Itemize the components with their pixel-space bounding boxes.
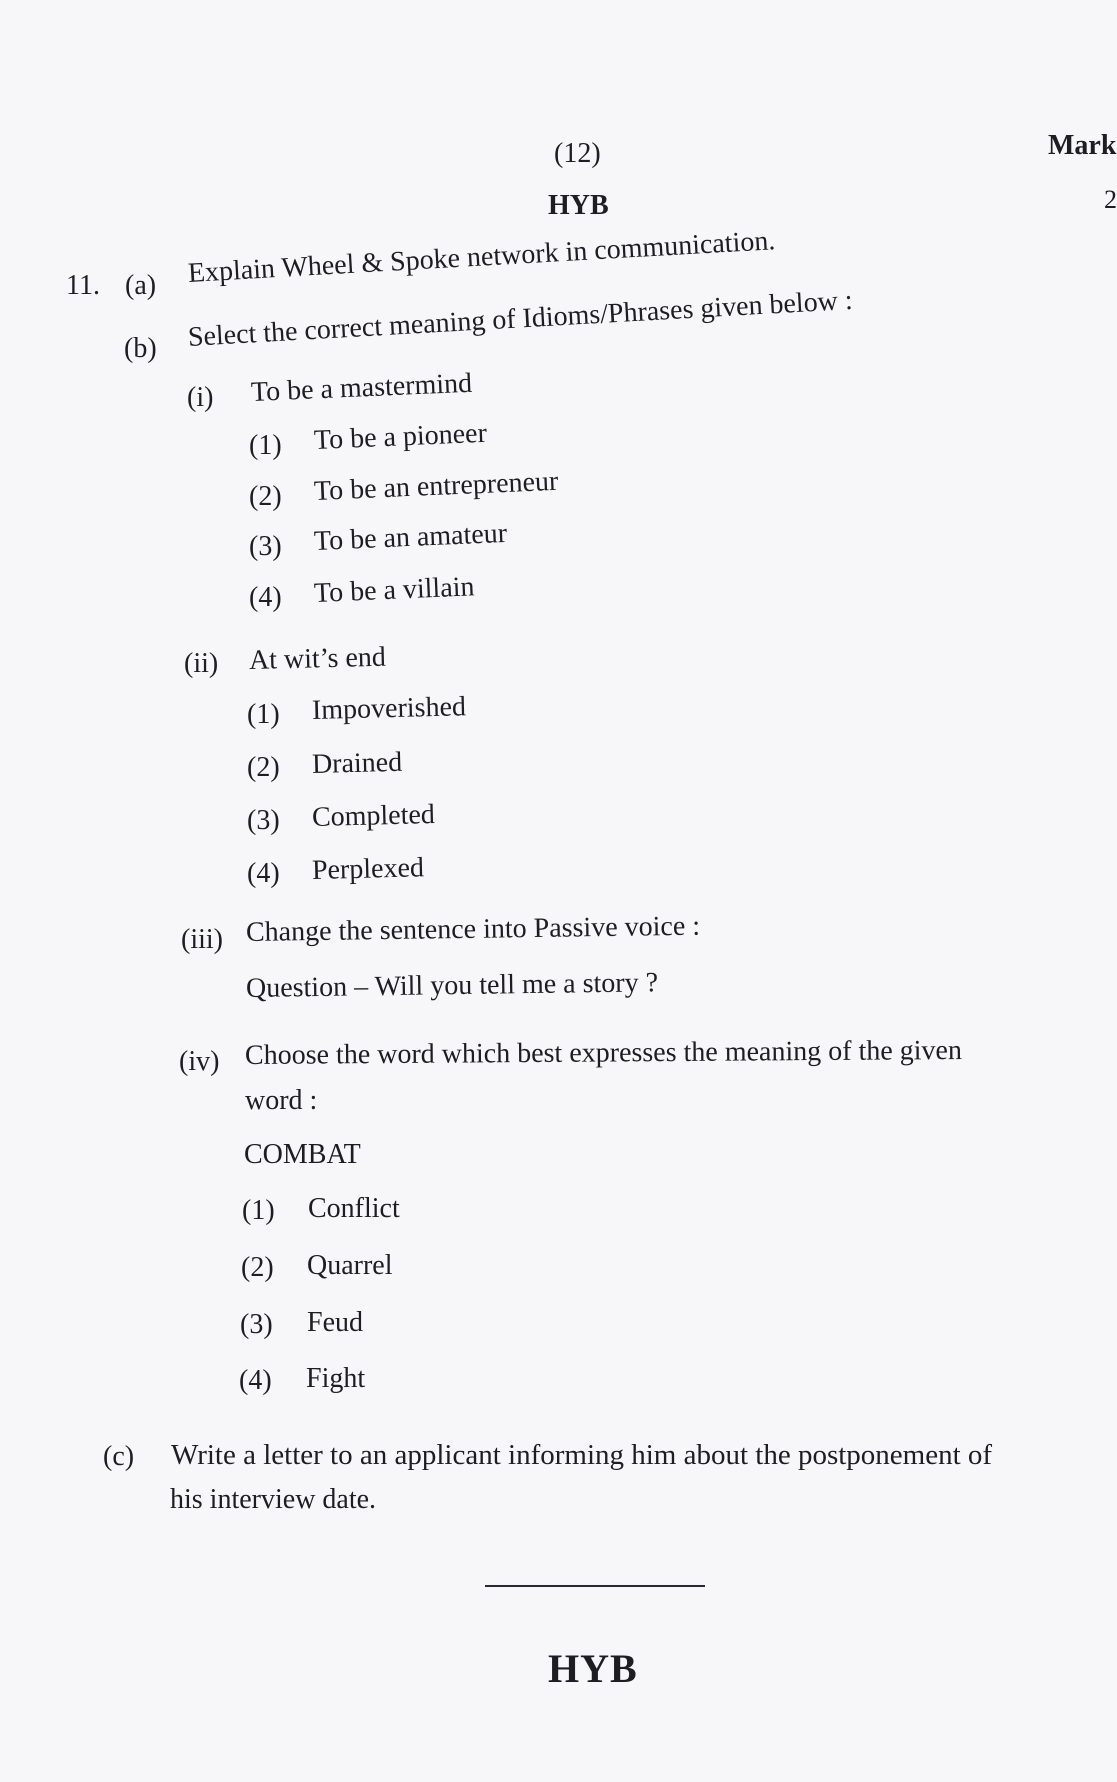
part-b-text: Select the correct meaning of Idioms/Phrases given below : — [187, 284, 854, 353]
marks-label: Mark — [1048, 130, 1117, 161]
option-num: (3) — [240, 1309, 273, 1340]
sub-iii-question: Question – Will you tell me a story ? — [245, 967, 659, 1004]
given-word: COMBAT — [244, 1139, 361, 1170]
sub-iv-text: Choose the word which best expresses the meaning of the given — [244, 1034, 963, 1071]
option-num: (1) — [247, 699, 280, 730]
option-num: (4) — [239, 1365, 272, 1396]
part-c-text-cont: his interview date. — [170, 1484, 377, 1515]
option-text: Feud — [307, 1307, 363, 1338]
sub-iii-text: Change the sentence into Passive voice : — [245, 910, 701, 948]
part-a-text: Explain Wheel & Spoke network in communication. — [187, 225, 777, 289]
option-text: To be a villain — [313, 571, 476, 609]
option-text: To be an amateur — [313, 517, 508, 557]
sub-ii-text: At wit’s end — [248, 641, 387, 676]
sub-i-text: To be a mastermind — [250, 367, 473, 408]
option-text: Drained — [311, 746, 403, 780]
option-text: To be an entrepreneur — [313, 465, 559, 507]
option-num: (3) — [249, 531, 282, 562]
option-num: (2) — [249, 481, 282, 512]
option-text: To be a pioneer — [313, 417, 488, 456]
part-a-label: (a) — [125, 270, 157, 301]
sub-iii-label: (iii) — [181, 924, 223, 955]
sub-i-label: (i) — [187, 382, 214, 413]
paper-code: HYB — [548, 190, 609, 221]
option-num: (1) — [242, 1195, 275, 1226]
sub-ii-label: (ii) — [184, 648, 219, 679]
part-c-label: (c) — [103, 1441, 135, 1472]
option-text: Completed — [311, 799, 436, 833]
option-text: Conflict — [308, 1193, 400, 1224]
part-b-label: (b) — [124, 333, 157, 364]
sub-iv-label: (iv) — [179, 1046, 220, 1077]
separator-rule — [485, 1585, 705, 1587]
option-num: (4) — [249, 582, 282, 613]
footer-code: HYB — [548, 1646, 638, 1691]
option-text: Impoverished — [311, 691, 467, 726]
option-text: Perplexed — [311, 852, 425, 886]
question-number: 11. — [66, 270, 100, 301]
marks-value: 2 — [1104, 185, 1117, 214]
option-num: (3) — [247, 805, 280, 836]
option-text: Fight — [306, 1363, 366, 1394]
sub-iv-text-cont: word : — [245, 1085, 318, 1116]
part-c-text: Write a letter to an applicant informing him about the postponement of — [171, 1439, 993, 1471]
option-num: (4) — [247, 858, 280, 889]
option-num: (1) — [249, 430, 282, 461]
option-num: (2) — [241, 1252, 274, 1283]
option-text: Quarrel — [307, 1250, 393, 1281]
option-num: (2) — [247, 752, 280, 783]
page-number: (12) — [554, 138, 601, 169]
